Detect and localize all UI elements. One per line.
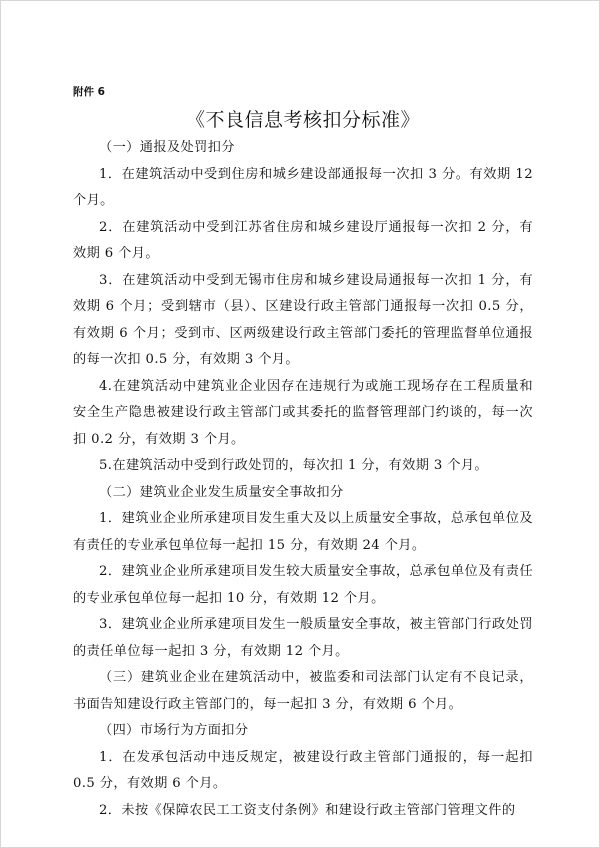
section-heading-4: （四）市场行为方面扣分 — [99, 723, 249, 738]
section-heading-2: （二）建筑业企业发生质量安全事故扣分 — [99, 484, 344, 500]
paragraph-1-2: 2．在建筑活动中受到江苏省住房和城乡建设厅通报每一次扣 2 分，有效期 6 个月。 — [73, 219, 533, 261]
document-body — [73, 85, 533, 824]
section-heading-1: （一）通报及处罚扣分 — [99, 140, 235, 155]
document-title: 《不良信息考核扣分标准》 — [185, 109, 420, 131]
paragraph-1-5: 5.在建筑活动中受到行政处罚的，每次扣 1 分，有效期 3 个月。 — [99, 458, 489, 473]
attachment-label: 附件 6 — [73, 86, 105, 98]
paragraph-2-2: 2．建筑业企业所承建项目发生较大质量安全事故，总承包单位及有责任的专业承包单位每一起扣 10 分，有效期 12 个月。 — [73, 564, 533, 606]
paragraph-1-1: 1．在建筑活动中受到住房和城乡建设部通报每一次扣 3 分。有效期 12 个月。 — [73, 166, 533, 208]
paragraph-1-3: 3．在建筑活动中受到无锡市住房和城乡建设局通报每一次扣 1 分，有效期 6 个月；受到辖市（县）、区建设行政主管部门通报每一次扣 0.5 分，有效期 6 个月；受到市、区两级建设行政主管部门委托的管理监督单位通报的每一次扣 0.5 分，有效期 3 个月。 — [73, 272, 533, 367]
paragraph-2-3: 3．建筑业企业所承建项目发生一般质量安全事故，被主管部门行政处罚的责任单位每一起扣 3 分，有效期 12 个月。 — [73, 617, 533, 659]
paragraph-4-2: 2．未按《保障农民工工资支付条例》和建设行政主管部门管理文件的 — [99, 802, 516, 818]
paragraph-1-4: 4.在建筑活动中建筑业企业因存在违规行为或施工现场存在工程质量和安全生产隐患被建设行政主管部门或其委托的监督管理部门约谈的，每一次扣 0.2 分，有效期 3 个月。 — [73, 378, 533, 447]
paragraph-2-1: 1．建筑业企业所承建项目发生重大及以上质量安全事故，总承包单位及有责任的专业承包单位每一起扣 15 分，有效期 24 个月。 — [73, 511, 533, 553]
paragraph-4-1: 1．在发承包活动中违反规定，被建设行政主管部门通报的，每一起扣 0.5 分，有效期 6 个月。 — [73, 749, 533, 791]
section-paragraph-3: （三）建筑业企业在建筑活动中，被监委和司法部门认定有不良记录，书面告知建设行政主管部门的，每一起扣 3 分，有效期 6 个月。 — [73, 670, 533, 712]
